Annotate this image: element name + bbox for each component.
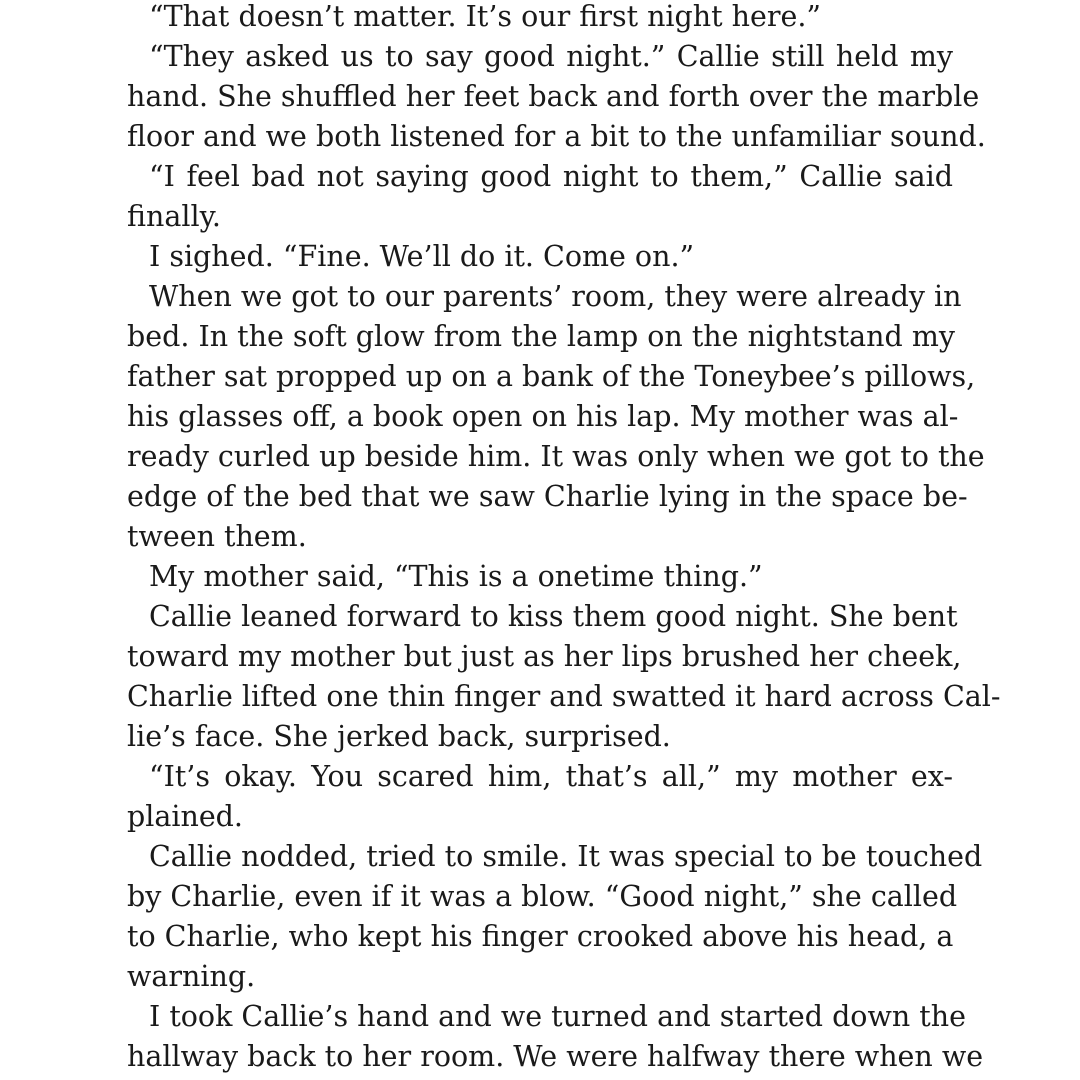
text-line: father sat propped up on a bank of the Toneybee’s pillows,: [127, 360, 976, 393]
text-line: “That doesn’t matter. It’s our first night here.”: [149, 0, 822, 33]
text-line: hallway back to her room. We were halfway there when we: [127, 1040, 984, 1073]
text-line: his glasses off, a book open on his lap. My mother was al-: [127, 400, 959, 433]
text-line: finally.: [127, 200, 221, 233]
text-line: bed. In the soft glow from the lamp on the nightstand my: [127, 320, 955, 353]
text-line: tween them.: [127, 520, 307, 553]
text-line: lie’s face. She jerked back, surprised.: [127, 720, 671, 753]
text-line: toward my mother but just as her lips brushed her cheek,: [127, 640, 962, 673]
text-line: floor and we both listened for a bit to the unfamiliar sound.: [127, 120, 986, 153]
text-line: to Charlie, who kept his finger crooked above his head, a: [127, 920, 954, 953]
text-line: Callie nodded, tried to smile. It was special to be touched: [149, 840, 983, 873]
text-line: Callie leaned forward to kiss them good night. She bent: [149, 600, 958, 633]
text-line: “It’s okay. You scared him, that’s all,” my mother ex-: [149, 760, 953, 793]
text-line: by Charlie, even if it was a blow. “Good night,” she called: [127, 880, 958, 913]
text-line: edge of the bed that we saw Charlie lying in the space be-: [127, 480, 968, 513]
text-line: I took Callie’s hand and we turned and started down the: [149, 1000, 966, 1033]
text-line: When we got to our parents’ room, they were already in: [149, 280, 962, 313]
text-line: “I feel bad not saying good night to them,” Callie said: [149, 160, 953, 193]
text-line: My mother said, “This is a onetime thing.”: [149, 560, 763, 593]
text-line: ready curled up beside him. It was only when we got to the: [127, 440, 985, 473]
text-line: “They asked us to say good night.” Callie still held my: [149, 40, 953, 73]
text-line: Charlie lifted one thin finger and swatted it hard across Cal-: [127, 680, 1001, 713]
text-line: warning.: [127, 960, 256, 993]
text-line: I sighed. “Fine. We’ll do it. Come on.”: [149, 240, 695, 273]
text-line: plained.: [127, 800, 243, 833]
text-line: hand. She shuffled her feet back and forth over the marble: [127, 80, 980, 113]
